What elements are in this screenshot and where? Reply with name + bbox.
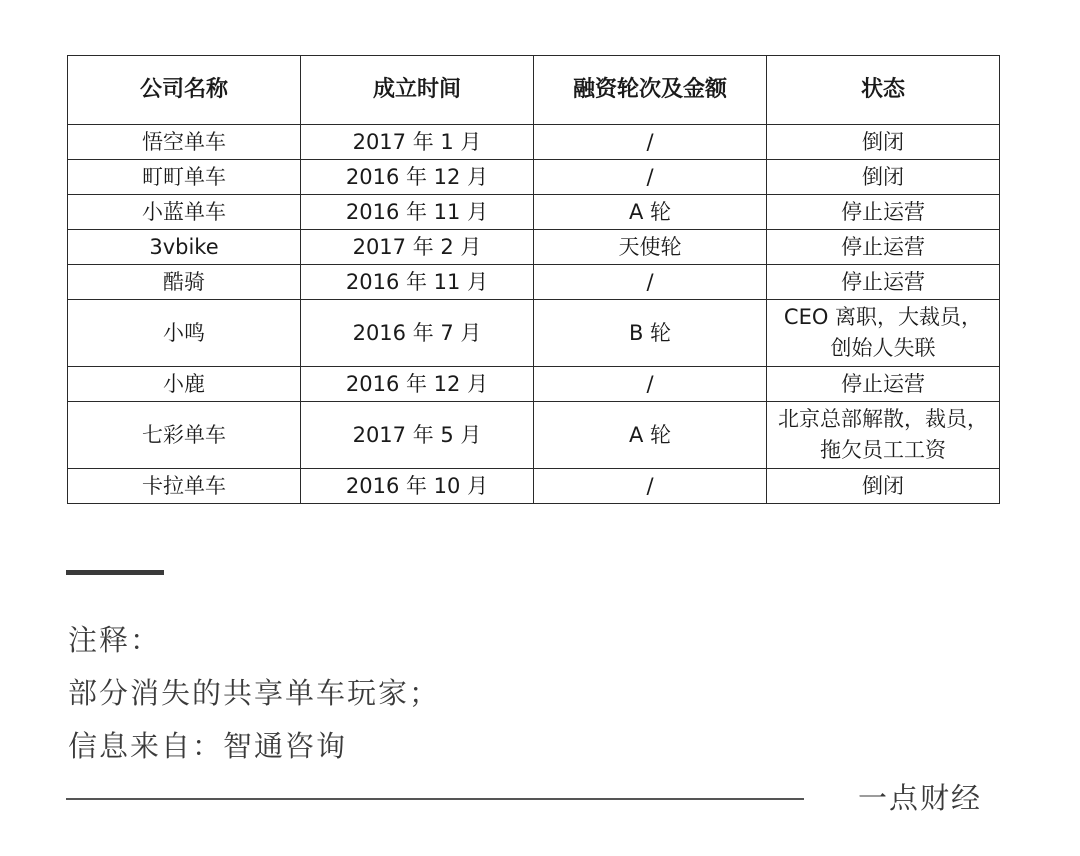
table-row <box>68 160 1000 195</box>
cell-status: CEO 离职，大裁员， 创始人失联 <box>767 300 1000 367</box>
header-founded: 成立时间 <box>301 56 534 125</box>
cell-funding: / <box>534 160 767 195</box>
cell-status: 停止运营 <box>767 230 1000 265</box>
cell-funding: A 轮 <box>534 195 767 230</box>
cell-company: 町町单车 <box>68 160 301 195</box>
notes-block <box>68 614 440 773</box>
cell-founded: 2017 年 1 月 <box>301 125 534 160</box>
brand-signature: 一点财经 <box>858 781 983 815</box>
cell-status: 停止运营 <box>767 367 1000 402</box>
cell-funding: / <box>534 469 767 504</box>
cell-status: 停止运营 <box>767 195 1000 230</box>
cell-funding: 天使轮 <box>534 230 767 265</box>
cell-funding: / <box>534 125 767 160</box>
cell-founded: 2016 年 11 月 <box>301 265 534 300</box>
shared-bike-table-container <box>67 55 999 504</box>
cell-company: 卡拉单车 <box>68 469 301 504</box>
cell-company: 3vbike <box>68 230 301 265</box>
cell-founded: 2016 年 10 月 <box>301 469 534 504</box>
cell-founded: 2016 年 12 月 <box>301 367 534 402</box>
cell-funding: / <box>534 367 767 402</box>
notes-line-1: 部分消失的共享单车玩家； <box>68 676 441 710</box>
section-divider-bar <box>66 570 164 575</box>
cell-funding: B 轮 <box>534 300 767 367</box>
cell-company: 七彩单车 <box>68 402 301 469</box>
cell-company: 小鹿 <box>68 367 301 402</box>
table-row <box>68 469 1000 504</box>
table-row <box>68 195 1000 230</box>
cell-founded: 2017 年 5 月 <box>301 402 534 469</box>
cell-status: 倒闭 <box>767 160 1000 195</box>
table-row <box>68 230 1000 265</box>
table-row <box>68 367 1000 402</box>
cell-status: 倒闭 <box>767 469 1000 504</box>
cell-company: 小蓝单车 <box>68 195 301 230</box>
notes-line-2: 信息来自：智通咨询 <box>68 729 348 763</box>
header-company: 公司名称 <box>68 56 301 125</box>
cell-company: 悟空单车 <box>68 125 301 160</box>
cell-founded: 2016 年 7 月 <box>301 300 534 367</box>
table-header-row <box>68 56 1000 125</box>
shared-bike-table <box>67 55 1000 504</box>
cell-founded: 2016 年 11 月 <box>301 195 534 230</box>
cell-funding: / <box>534 265 767 300</box>
table-row <box>68 125 1000 160</box>
cell-founded: 2016 年 12 月 <box>301 160 534 195</box>
cell-company: 酷骑 <box>68 265 301 300</box>
cell-status: 倒闭 <box>767 125 1000 160</box>
table-row <box>68 265 1000 300</box>
cell-company: 小鸣 <box>68 300 301 367</box>
cell-status: 北京总部解散，裁员， 拖欠员工工资 <box>767 402 1000 469</box>
notes-label: 注释： <box>68 623 162 657</box>
header-funding: 融资轮次及金额 <box>534 56 767 125</box>
header-status: 状态 <box>767 56 1000 125</box>
footer-divider-line <box>66 798 804 800</box>
table-row <box>68 300 1000 367</box>
table-row <box>68 402 1000 469</box>
cell-founded: 2017 年 2 月 <box>301 230 534 265</box>
cell-status: 停止运营 <box>767 265 1000 300</box>
cell-funding: A 轮 <box>534 402 767 469</box>
